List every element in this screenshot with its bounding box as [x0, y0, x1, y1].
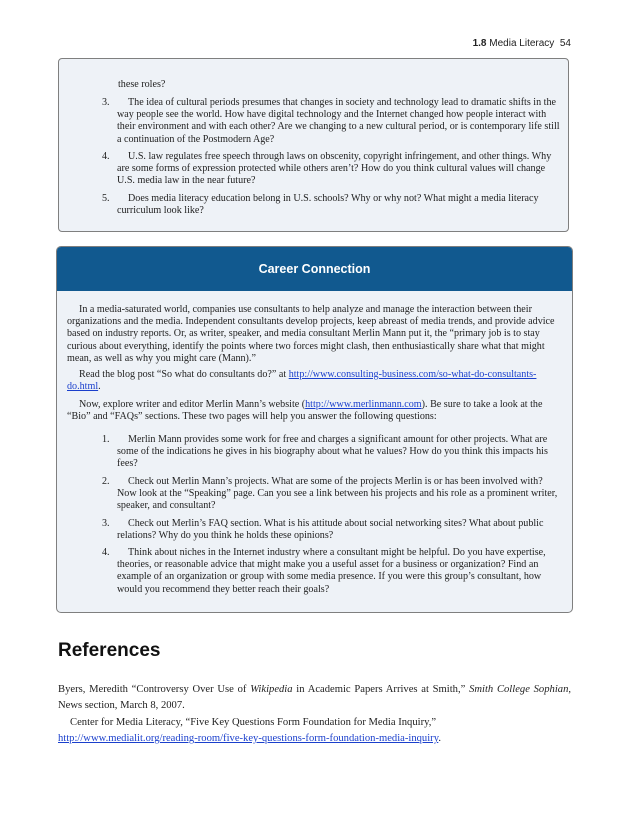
question-number: 3. [102, 97, 110, 108]
question-number: 5. [102, 193, 110, 204]
question-text: Check out Merlin’s FAQ section. What is his attitude about social networking sites? What about public relations? Why do you think he holds these opinions? [117, 518, 544, 542]
question-item [102, 97, 563, 146]
question-item [102, 151, 563, 188]
question-text: U.S. law regulates free speech through laws on obscenity, copyright infringement, and other things. Why are some forms of expression protected while others aren’t? How do you think cultural values will change U.S. media law in the near future? [117, 151, 552, 187]
section-number: 1.8 [472, 38, 487, 49]
references-heading: References [58, 640, 161, 661]
career-paragraph-1: In a media-saturated world, companies use consultants to help analyze and manage the interaction between their organizations and the media. Independent consultants develop projects, keep abreast of media trends, and provide advice based on industry reports. Or, as writer, speaker, and media consultant Merlin Mann put it, the “primary job is to stay curious about everything, identify the points where two forces might clash, then enthusiastically share what that might mean, as well as why you might care (Mann).” [67, 304, 555, 364]
question-text: Think about niches in the Internet industry where a consultant might be helpful. Do you have expertise, theories, or reasonable advice that might make you a useful asset for a business or organization? Find an example of an organization or group with some media presence. If you were this group’s consultant, how would you recommend they better reach their goals? [117, 547, 546, 595]
running-header [473, 38, 571, 49]
question-text: Merlin Mann provides some work for free and charges a significant amount for other projects. What are some of the indications he gives in his biography about what he values? How do you think this impacts his fees? [117, 434, 548, 470]
question-text: Check out Merlin Mann’s projects. What are some of the projects Merlin is or has been involved with? Now look at the “Speaking” page. Can you see a link between his projects and his role as a prominent writer, speaker, and consultant? [117, 476, 558, 512]
question-text: Does media literacy education belong in U.S. schools? Why or why not? What might a media literacy curriculum look like? [117, 193, 539, 217]
question-number: 4. [102, 151, 110, 162]
question-number: 4. [102, 547, 110, 558]
career-question-item [102, 518, 563, 542]
career-connection-title: Career Connection [57, 247, 572, 291]
section-title: Media Literacy [489, 38, 555, 49]
reference-entry-2: Center for Media Literacy, “Five Key Questions Form Foundation for Media Inquiry,” http://www.medialit.org/reading-room/five-key-questions-form-foundation-media-inquiry. [58, 717, 441, 745]
question-text: The idea of cultural periods presumes that changes in society and technology lead to dramatic shifts in the way people see the world. How have digital technology and the Internet changed how people interact with their environment and with each other? Are we changing to a new cultural period, or is contemporary life still a continuation of the Postmodern Age? [117, 97, 560, 145]
page-number: 54 [559, 38, 571, 49]
question-number: 1. [102, 434, 110, 445]
questions-lead-text: these roles? [118, 79, 166, 90]
medialit-link[interactable]: http://www.medialit.org/reading-room/five-key-questions-form-foundation-media-inquiry [58, 733, 439, 745]
question-number: 2. [102, 476, 110, 487]
question-number: 3. [102, 518, 110, 529]
question-item [102, 193, 563, 217]
career-paragraph-2: Read the blog post “So what do consultants do?” at http://www.consulting-business.com/so-what-do-consultants-do.html. [67, 369, 537, 393]
career-question-item [102, 476, 563, 513]
career-paragraph-3: Now, explore writer and editor Merlin Mann’s website (http://www.merlinmann.com). Be sure to take a look at the “Bio” and “FAQs” sections. These two pages will help you answer the following questions: [67, 399, 543, 423]
consultants-blog-link[interactable]: http://www.consulting-business.com/so-what-do-consultants-do.html [67, 369, 537, 393]
reference-entry-1: Byers, Meredith “Controversy Over Use of Wikipedia in Academic Papers Arrives at Smith,” Smith College Sophian, News section, March 8, 2007. [58, 684, 572, 712]
career-question-item [102, 434, 563, 471]
career-question-item [102, 547, 563, 596]
merlin-mann-website-link[interactable]: http://www.merlinmann.com [305, 399, 422, 410]
